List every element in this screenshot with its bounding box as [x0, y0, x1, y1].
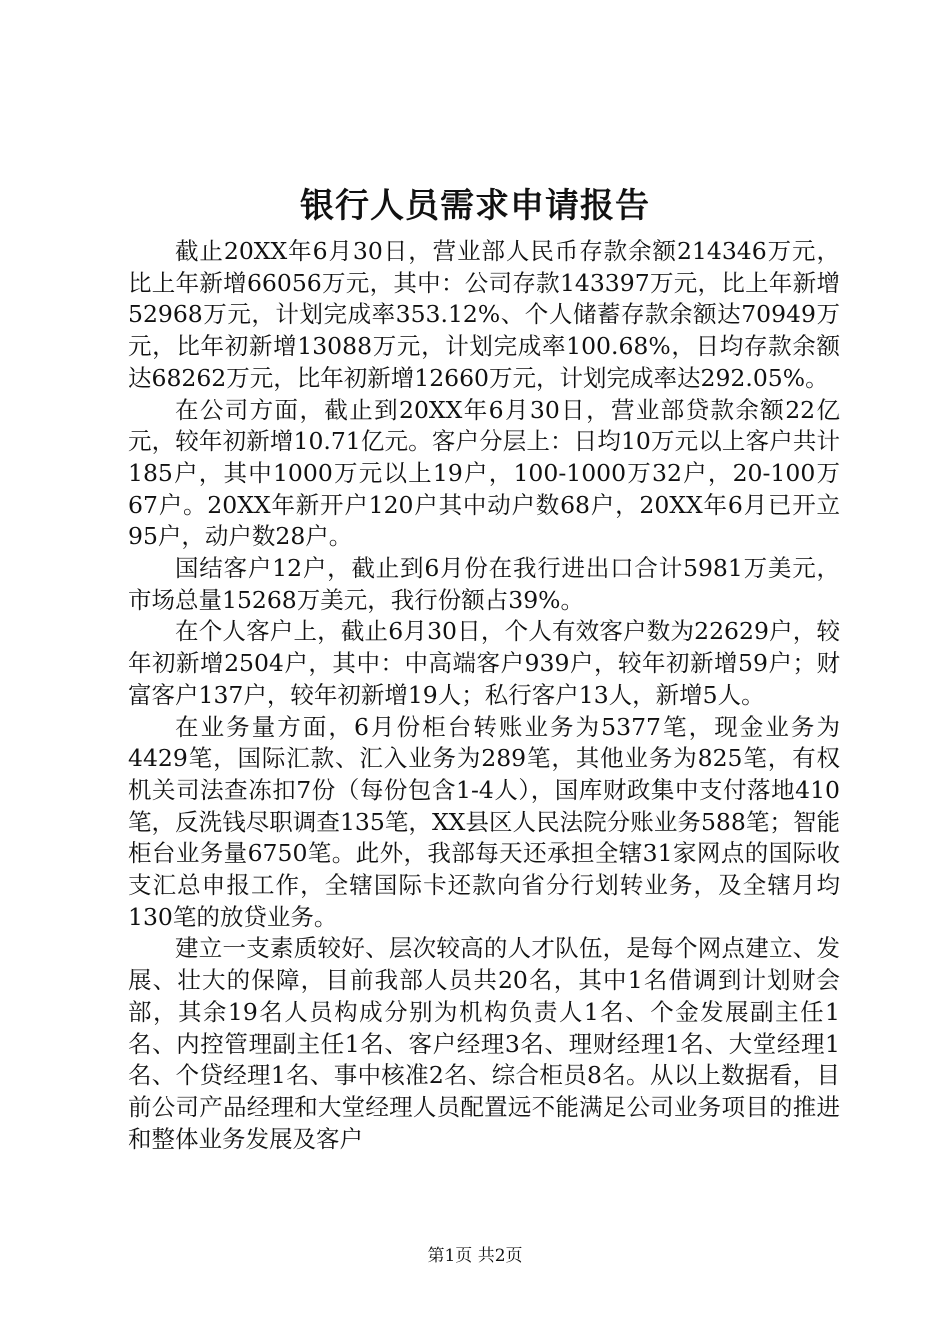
paragraph-business-volume: 在业务量方面，6月份柜台转账业务为5377笔，现金业务为4429笔，国际汇款、汇入业务为289笔，其他业务为825笔，有权机关司法查冻扣7份（每份包含1-4人），国库财政集中支付落地410笔，反洗钱尽职调查135笔，XX县区人民法院分账业务588笔；智能柜台业务量6750笔。此外，我部每天还承担全辖31家网点的国际收支汇总申报工作，全辖国际卡还款向省分行划转业务，及全辖月均130笔的放贷业务。 — [128, 712, 840, 931]
paragraph-corporate: 在公司方面，截止到20XX年6月30日，营业部贷款余额22亿元，较年初新增10.71亿元。客户分层上：日均10万元以上客户共计185户，其中1000万元以上19户，100-1000万32户，20-100万67户。20XX年新开户120户其中动户数68户，20XX年6月已开立95户，动户数28户。 — [128, 395, 840, 551]
paragraph-deposits: 截止20XX年6月30日，营业部人民币存款余额214346万元，比上年新增66056万元，其中：公司存款143397万元，比上年新增52968万元，计划完成率353.12%、个人储蓄存款余额达70949万元，比年初新增13088万元，计划完成率100.68%，日均存款余额达68262万元，比年初新增12660万元，计划完成率达292.05%。 — [128, 237, 840, 392]
document-body — [128, 236, 840, 1155]
paragraph-international: 国结客户12户，截止到6月份在我行进出口合计5981万美元，市场总量15268万美元，我行份额占39%。 — [128, 554, 840, 614]
paragraph-staffing: 建立一支素质较好、层次较高的人才队伍，是每个网点建立、发展、壮大的保障，目前我部人员共20名，其中1名借调到计划财会部，其余19名人员构成分别为机构负责人1名、个金发展副主任1名、内控管理副主任1名、客户经理3名、理财经理1名、大堂经理1名、个贷经理1名、事中核准2名、综合柜员8名。从以上数据看，目前公司产品经理和大堂经理人员配置远不能满足公司业务项目的推进和整体业务发展及客户 — [128, 934, 840, 1153]
document-title: 银行人员需求申请报告 — [300, 186, 650, 226]
page-number-footer: 第1页 共2页 — [427, 1246, 523, 1266]
paragraph-personal-customers: 在个人客户上，截止6月30日，个人有效客户数为22629户，较年初新增2504户，其中：中高端客户939户，较年初新增59户；财富客户137户，较年初新增19人；私行客户13人，新增5人。 — [128, 617, 840, 709]
